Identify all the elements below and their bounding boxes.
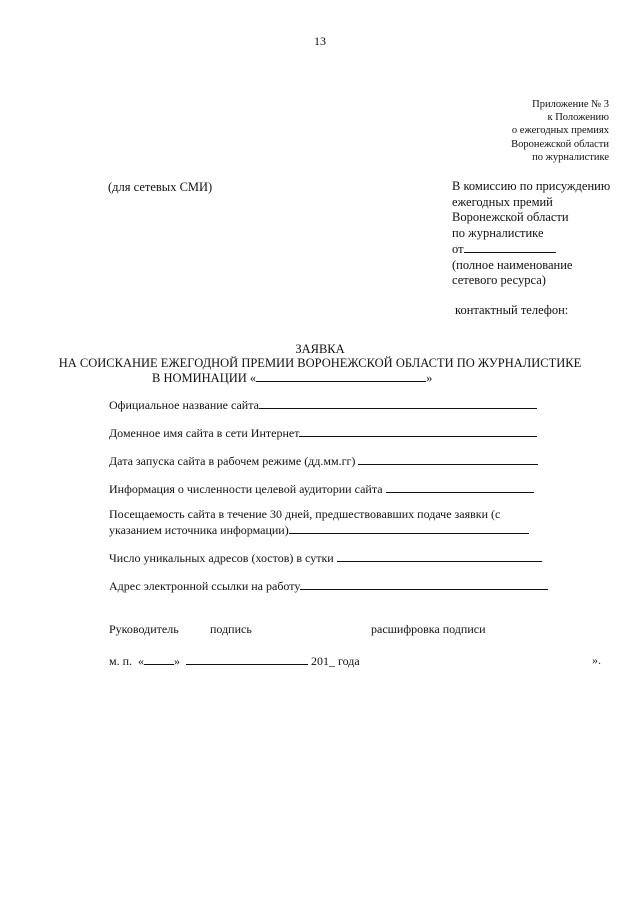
year-label: 201_ года: [311, 654, 360, 668]
media-type-label: (для сетевых СМИ): [108, 180, 213, 194]
appendix-line: по журналистике: [532, 151, 609, 163]
application-subtitle: НА СОИСКАНИЕ ЕЖЕГОДНОЙ ПРЕМИИ ВОРОНЕЖСКОЙ ОБЛАСТИ ПО ЖУРНАЛИСТИКЕ: [58, 356, 582, 370]
month-input-line[interactable]: [186, 653, 308, 665]
addressee-line: ежегодных премий: [452, 194, 553, 209]
audience-row: [109, 481, 534, 497]
date-quote-open: «: [138, 654, 145, 668]
audience-input-line[interactable]: [386, 481, 534, 493]
domain-label: Доменное имя сайта в сети Интернет: [109, 426, 300, 440]
appendix-line: о ежегодных премиях: [511, 125, 609, 137]
nomination-suffix: »: [426, 371, 433, 385]
addressee-block: [452, 179, 610, 289]
signature-label: подпись: [210, 622, 252, 636]
audience-label: Информация о численности целевой аудитории сайта: [109, 482, 383, 496]
addressee-line: по журналистике: [452, 225, 544, 240]
site-name-row: [109, 397, 537, 413]
from-label: от: [452, 242, 464, 256]
site-name-input-line[interactable]: [259, 397, 537, 409]
launch-date-label: Дата запуска сайта в рабочем режиме (дд.мм.гг): [109, 454, 356, 468]
attendance-row: [109, 506, 529, 538]
unique-hosts-input-line[interactable]: [337, 550, 542, 562]
appendix-block: [511, 98, 609, 164]
page-number: 13: [314, 34, 326, 48]
date-quote-close: »: [174, 654, 181, 668]
domain-row: [109, 425, 537, 441]
attendance-label-line: указанием источника информации): [109, 523, 289, 537]
launch-date-row: [109, 453, 538, 469]
appendix-line: Приложение № 3: [532, 99, 609, 110]
application-title: ЗАЯВКА: [295, 342, 345, 356]
from-blank-line[interactable]: [464, 241, 556, 253]
nomination-prefix: В НОМИНАЦИИ «: [152, 371, 257, 385]
email-link-label: Адрес электронной ссылки на работу: [109, 579, 301, 593]
date-end-mark: ».: [592, 653, 601, 667]
appendix-line: к Положению: [547, 112, 609, 124]
attendance-label-line: Посещаемость сайта в течение 30 дней, предшествовавших подаче заявки (с: [109, 507, 501, 521]
nomination-row: [152, 370, 432, 386]
addressee-line: В комиссию по присуждению: [452, 179, 611, 193]
launch-date-input-line[interactable]: [358, 453, 538, 465]
email-link-input-line[interactable]: [300, 578, 548, 590]
stamp-label: м. п.: [109, 654, 133, 668]
addressee-line: Воронежской области: [452, 210, 569, 224]
attendance-input-line[interactable]: [289, 522, 529, 534]
unique-hosts-label: Число уникальных адресов (хостов) в сутки: [109, 551, 334, 565]
domain-input-line[interactable]: [299, 425, 537, 437]
stamp-date-row: [109, 653, 360, 669]
resource-note: (полное наименование: [452, 257, 573, 272]
day-input-line[interactable]: [144, 653, 174, 665]
signature-decoding-label: расшифровка подписи: [371, 622, 486, 636]
appendix-line: Воронежской области: [511, 138, 609, 150]
contact-phone-label: контактный телефон:: [455, 303, 569, 317]
unique-hosts-row: [109, 550, 542, 566]
site-name-label: Официальное название сайта: [109, 398, 259, 412]
email-link-row: [109, 578, 548, 594]
head-label: Руководитель: [109, 622, 179, 636]
nomination-blank-line[interactable]: [256, 370, 426, 382]
resource-note: сетевого ресурса): [452, 273, 546, 287]
from-row: [452, 241, 610, 258]
